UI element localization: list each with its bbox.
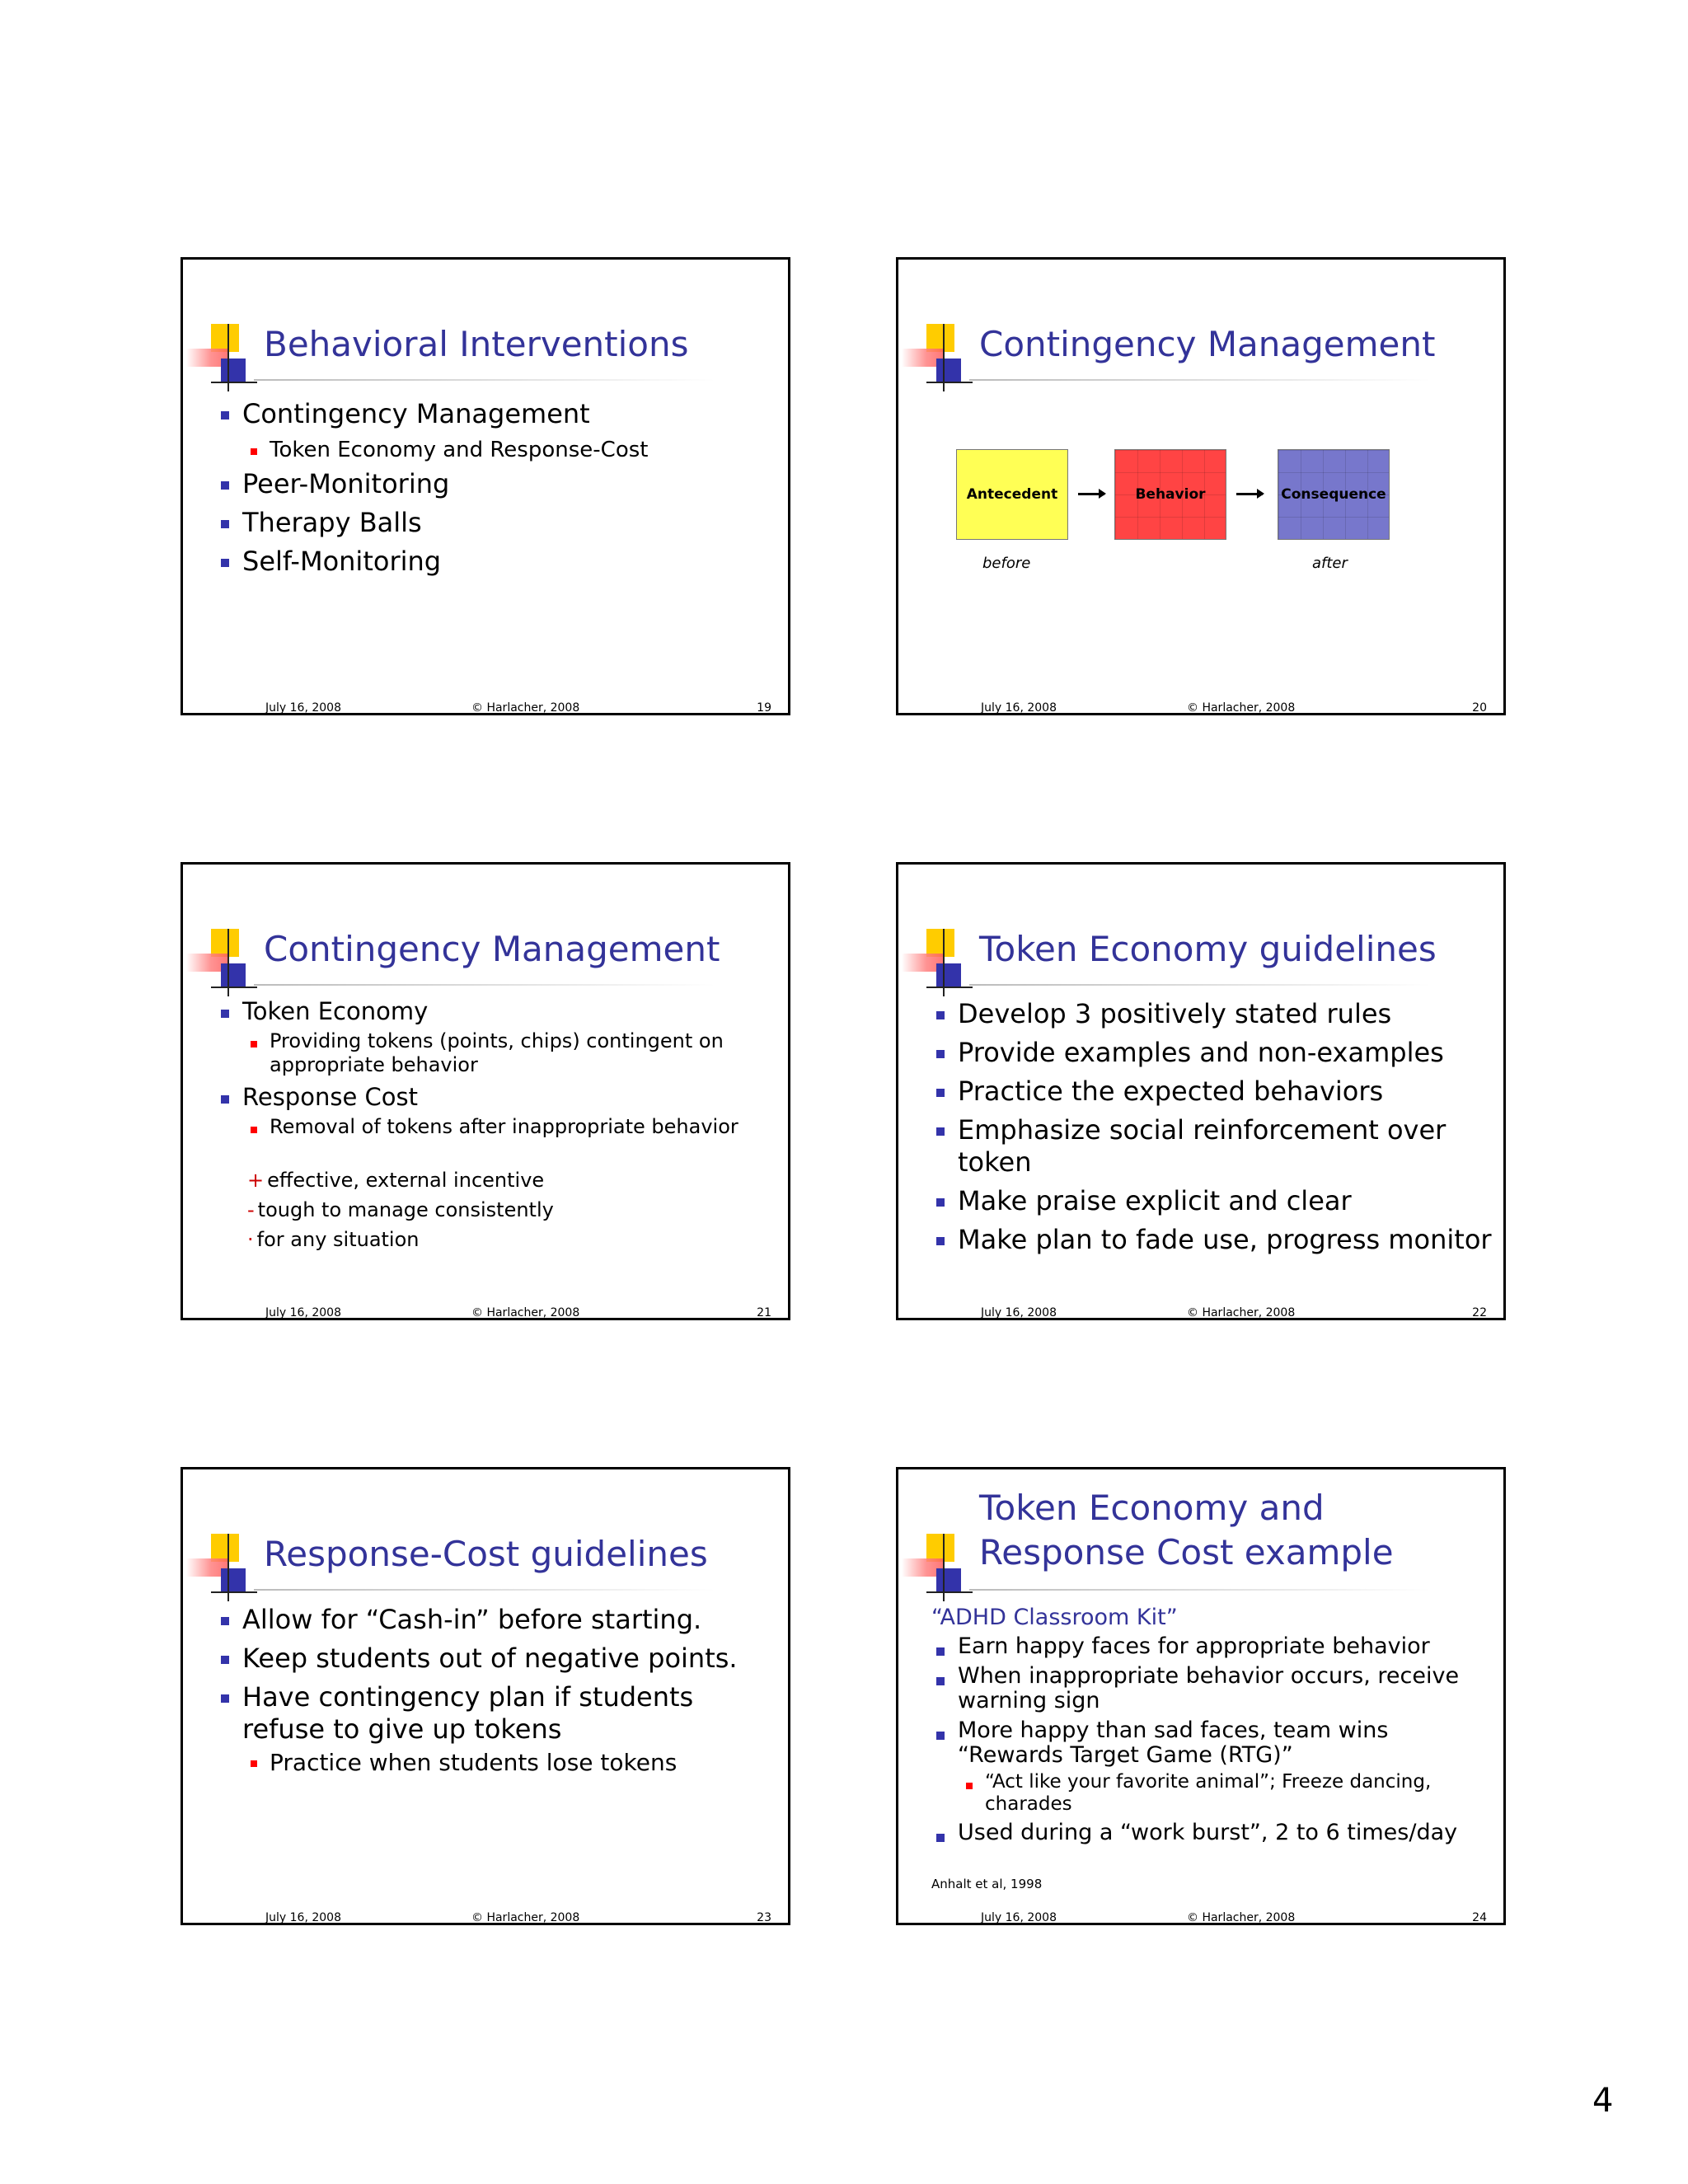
bullet: Make praise explicit and clear: [931, 1185, 1492, 1217]
slide-20: [896, 257, 1506, 715]
bullet: Keep students out of negative points.: [216, 1643, 776, 1675]
bullet: Response Cost: [216, 1082, 776, 1112]
slide-body: [216, 1604, 776, 1782]
bullet: Emphasize social reinforcement over token: [931, 1114, 1492, 1179]
title-rule: [969, 379, 1431, 381]
plus-icon: +: [247, 1169, 265, 1192]
title-rule: [254, 379, 715, 381]
bullet: Provide examples and non-examples: [931, 1037, 1492, 1069]
bullet: When inappropriate behavior occurs, receive warning sign: [931, 1664, 1492, 1713]
note-neutral: · for any situation: [247, 1228, 420, 1251]
slide-logo: [902, 1534, 976, 1605]
title-rule: [254, 984, 715, 986]
bullet: Peer-Monitoring: [216, 468, 776, 500]
after-caption: after: [1312, 555, 1348, 572]
slide-number: 23: [757, 1911, 771, 1924]
slide-body: [216, 996, 776, 1254]
page-number: 4: [1592, 2082, 1614, 2120]
footer-copyright: © Harlacher, 2008: [1187, 1911, 1296, 1924]
bullet: Make plan to fade use, progress monitor: [931, 1224, 1492, 1256]
abc-diagram: [956, 449, 1451, 572]
minus-icon: -: [247, 1198, 255, 1221]
bullet: Allow for “Cash-in” before starting.: [216, 1604, 776, 1636]
slide-number: 21: [757, 1306, 771, 1319]
behavior-box: Behavior: [1114, 449, 1226, 540]
slide-title: Token Economy and Response Cost example: [979, 1488, 1394, 1572]
slide-21: [181, 862, 790, 1320]
footer-date: July 16, 2008: [265, 701, 341, 715]
slide-logo: [186, 324, 260, 395]
slide-title: Contingency Management: [264, 929, 720, 969]
slide-body: [931, 1605, 1492, 1852]
slide-logo: [186, 1534, 260, 1605]
sub-bullet: Token Economy and Response-Cost: [216, 437, 776, 463]
slide-23: [181, 1467, 790, 1925]
slide-number: 24: [1472, 1911, 1487, 1924]
consequence-box: Consequence: [1278, 449, 1390, 540]
footer-copyright: © Harlacher, 2008: [1187, 1306, 1296, 1319]
slide-22: [896, 862, 1506, 1320]
slide-body: [931, 998, 1492, 1263]
slide-title: Contingency Management: [979, 324, 1436, 364]
sub-bullet: Practice when students lose tokens: [216, 1749, 776, 1777]
footer-copyright: © Harlacher, 2008: [471, 1911, 580, 1924]
slide-logo: [902, 929, 976, 1000]
before-caption: before: [982, 555, 1031, 572]
source-citation: Anhalt et al, 1998: [931, 1877, 1043, 1891]
slide-number: 19: [757, 701, 771, 715]
bullet: Token Economy: [216, 996, 776, 1026]
footer-copyright: © Harlacher, 2008: [1187, 701, 1296, 715]
title-rule: [254, 1589, 715, 1591]
arrow-icon: [1236, 493, 1263, 495]
footer-date: July 16, 2008: [265, 1911, 341, 1924]
footer-date: July 16, 2008: [981, 1306, 1057, 1319]
footer-date: July 16, 2008: [265, 1306, 341, 1319]
slide-logo: [902, 324, 976, 395]
bullet: Therapy Balls: [216, 507, 776, 539]
slide-title: Behavioral Interventions: [264, 324, 689, 364]
bullet: Develop 3 positively stated rules: [931, 998, 1492, 1030]
slide-body: [216, 398, 776, 584]
dot-icon: ·: [247, 1228, 254, 1251]
slide-logo: [186, 929, 260, 1000]
footer-date: July 16, 2008: [981, 1911, 1057, 1924]
footer-copyright: © Harlacher, 2008: [471, 1306, 580, 1319]
bullet: Have contingency plan if students refuse to give up tokens: [216, 1681, 776, 1746]
bullet: Self-Monitoring: [216, 546, 776, 578]
slide-number: 20: [1472, 701, 1487, 715]
title-rule: [969, 1589, 1431, 1591]
bullet: Earn happy faces for appropriate behavior: [931, 1634, 1492, 1659]
slide-title: Token Economy guidelines: [979, 929, 1437, 969]
sub-bullet: Removal of tokens after inappropriate behavior: [216, 1115, 776, 1139]
slide-title: Response-Cost guidelines: [264, 1534, 708, 1574]
sub-bullet: “Act like your favorite animal”; Freeze dancing, charades: [931, 1771, 1492, 1816]
note-pro: + effective, external incentive: [247, 1169, 545, 1192]
slide-24: [896, 1467, 1506, 1925]
bullet: Contingency Management: [216, 398, 776, 430]
note-con: - tough to manage consistently: [247, 1198, 554, 1221]
bullet: Practice the expected behaviors: [931, 1076, 1492, 1108]
bullet: More happy than sad faces, team wins “Rewards Target Game (RTG)”: [931, 1718, 1492, 1768]
sub-bullet: Providing tokens (points, chips) contingent on appropriate behavior: [216, 1029, 776, 1077]
antecedent-box: Antecedent: [956, 449, 1068, 540]
subheading: “ADHD Classroom Kit”: [931, 1605, 1178, 1630]
arrow-icon: [1078, 493, 1104, 495]
bullet: Used during a “work burst”, 2 to 6 times/day: [931, 1821, 1492, 1845]
slide-19: [181, 257, 790, 715]
slide-number: 22: [1472, 1306, 1487, 1319]
footer-date: July 16, 2008: [981, 701, 1057, 715]
footer-copyright: © Harlacher, 2008: [471, 701, 580, 715]
title-rule: [969, 984, 1431, 986]
